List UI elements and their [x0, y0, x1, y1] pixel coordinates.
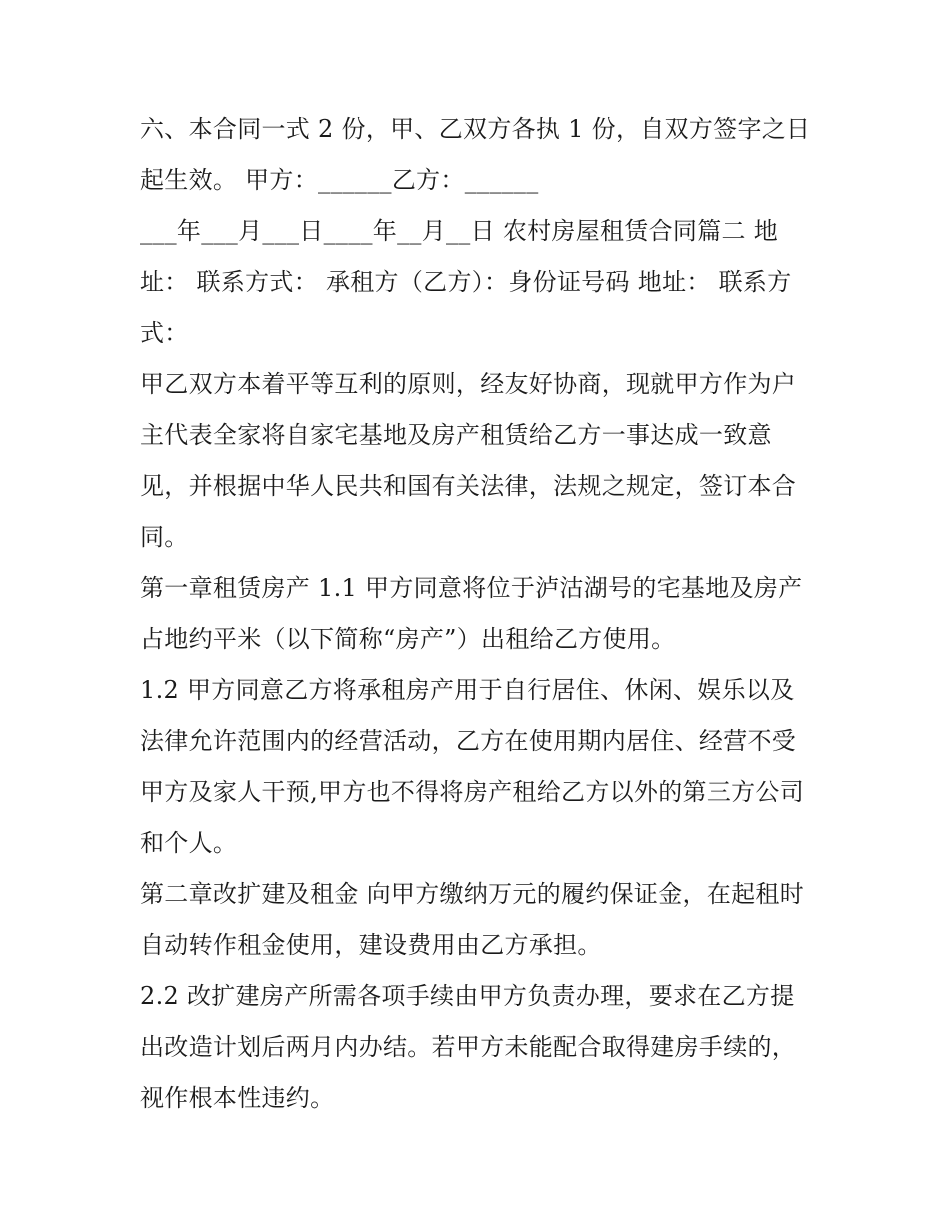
document-body: [140, 104, 815, 1124]
paragraph-chapter-1-1: 第一章租赁房产 1.1 甲方同意将位于泸沽湖号的宅基地及房产占地约平米（以下简称“房产”）出租给乙方使用。: [140, 574, 803, 653]
paragraph-preamble: 甲乙双方本着平等互利的原则，经友好协商，现就甲方作为户主代表全家将自家宅基地及房产租赁给乙方一事达成一致意见，并根据中华人民共和国有关法律，法规之规定，签订本合同。: [140, 370, 797, 551]
paragraph-chapter-1-2: 1.2 甲方同意乙方将承租房产用于自行居住、休闲、娱乐以及法律允许范围内的经营活动，乙方在使用期内居住、经营不受甲方及家人干预,甲方也不得将房产租给乙方以外的第三方公司和个人。: [140, 676, 805, 857]
paragraph-chapter-2-2: 2.2 改扩建房产所需各项手续由甲方负责办理，要求在乙方提出改造计划后两月内办结。若甲方未能配合取得建房手续的，视作根本性违约。: [140, 982, 797, 1112]
paragraph-effective-clause: 六、本合同一式 2 份，甲、乙双方各执 1 份，自双方签字之日起生效。 甲方：______乙方：______: [140, 115, 811, 194]
paragraph-chapter-2-1: 第二章改扩建及租金 向甲方缴纳万元的履约保证金，在起租时自动转作租金使用，建设费用由乙方承担。: [140, 880, 805, 959]
paragraph-date-and-parties: ___年___月___日____年__月__日 农村房屋租赁合同篇二 地址： 联系方式： 承租方（乙方）：身份证号码 地址： 联系方式：: [140, 217, 792, 347]
